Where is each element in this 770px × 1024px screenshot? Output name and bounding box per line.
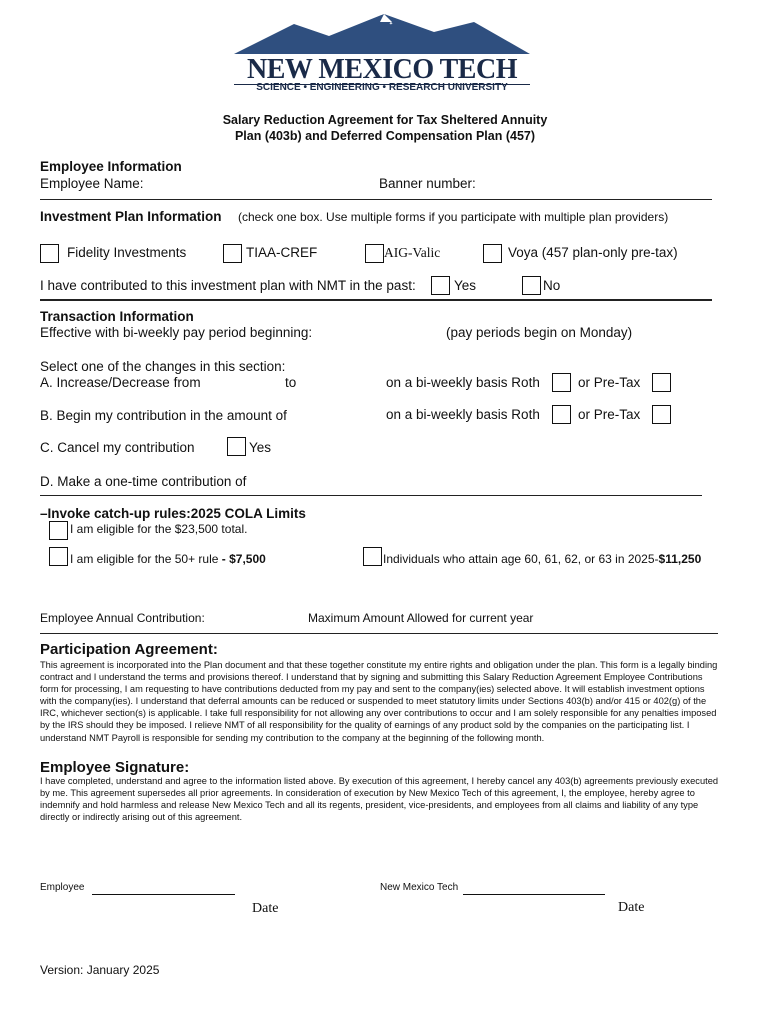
employee-date-label: Date bbox=[252, 901, 279, 916]
divider bbox=[40, 199, 712, 200]
svg-text:✦: ✦ bbox=[388, 22, 394, 27]
max-amount-label: Maximum Amount Allowed for current year bbox=[308, 611, 534, 625]
option-b-roth-checkbox[interactable] bbox=[552, 405, 571, 424]
tiaa-checkbox[interactable] bbox=[223, 244, 242, 263]
eligible-total-label: I am eligible for the $23,500 total. bbox=[70, 522, 248, 536]
voya-label: Voya (457 plan-only pre-tax) bbox=[508, 245, 678, 260]
banner-number-label: Banner number: bbox=[379, 176, 476, 191]
fidelity-checkbox[interactable] bbox=[40, 244, 59, 263]
transaction-heading: Transaction Information bbox=[40, 309, 194, 324]
employee-signature-line[interactable] bbox=[92, 882, 235, 895]
nmt-logo bbox=[234, 14, 530, 94]
participation-text: This agreement is incorporated into the Plan document and that these together constitute my entire rights and obligation under the plan. This form is a legally binding contract and I understand the terms and provisions thereof. I understand that by signing and submitting this Salary Reduction Agreement Employee Contributions form for processing, I am requesting to have contributions deducted from my pay and sent to the company(ies) selected above. It will establish investment options with the company(ies). I understand that deferral amounts can be reduced or suspended to meet statutory limits under Sections 403(b) and/or 415 or 402(g) of the IRC, whichever section(s) is applicable. I take full responsibility for not allowing any over contributions to occur and I am solely responsible for any penalties imposed by the IRS should they be imposed. I relieve NMT of all responsibility for the quality of earnings of any product sold by the companies on the participating list. I understand NMT Payroll is responsible for sending my contribution to the company at the beginning of the following month. bbox=[40, 660, 718, 743]
contributed-yes-label: Yes bbox=[454, 278, 477, 293]
nmt-signature-label: New Mexico Tech bbox=[380, 882, 459, 893]
aig-label: AIG-Valic bbox=[384, 245, 441, 260]
form-title-line1: Salary Reduction Agreement for Tax Sheltered Annuity bbox=[222, 113, 548, 127]
option-c-yes-label: Yes bbox=[249, 440, 272, 455]
option-a-to: to bbox=[285, 375, 297, 390]
version-label: Version: January 2025 bbox=[40, 963, 160, 977]
age-60-amount: $11,250 bbox=[658, 552, 702, 566]
effective-label: Effective with bi-weekly pay period beginning: bbox=[40, 325, 313, 340]
option-b-pretax-label: or Pre-Tax bbox=[578, 407, 641, 422]
employee-name-label: Employee Name: bbox=[40, 176, 144, 191]
option-c-yes-checkbox[interactable] bbox=[227, 437, 246, 456]
investment-heading: Investment Plan Information bbox=[40, 209, 222, 224]
age-60-text: Individuals who attain age 60, 61, 62, or 63 in 2025- bbox=[383, 552, 659, 566]
option-a-roth-checkbox[interactable] bbox=[552, 373, 571, 392]
contributed-no-checkbox[interactable] bbox=[522, 276, 541, 295]
logo-tagline: SCIENCE • ENGINEERING • RESEARCH UNIVERSITY bbox=[256, 82, 508, 93]
tiaa-label: TIAA-CREF bbox=[246, 245, 318, 260]
option-a-roth-label: on a bi-weekly basis Roth bbox=[386, 375, 540, 390]
voya-checkbox[interactable] bbox=[483, 244, 502, 263]
investment-instruction: (check one box. Use multiple forms if you participate with multiple plan providers) bbox=[238, 210, 669, 224]
signature-text: I have completed, understand and agree to the information listed above. By execution of this agreement, I hereby cancel any 403(b) agreements previously executed by me. This agreement supersedes all prior agreements. In consideration of execution by New Mexico Tech of this agreement, I, the employee, hereby agree to indemnify and hold harmless and release New Mexico Tech and all its regents, president, vice-presidents, and employees from all claims and liability of any type directly or indirectly arising out of this agreement. bbox=[40, 776, 719, 823]
contributed-no-label: No bbox=[543, 278, 561, 293]
eligible-total-checkbox[interactable] bbox=[49, 521, 68, 540]
nmt-date-label: Date bbox=[618, 900, 645, 915]
eligible-50-label bbox=[70, 552, 266, 566]
participation-heading: Participation Agreement: bbox=[40, 641, 218, 658]
divider bbox=[40, 633, 718, 634]
contributed-yes-checkbox[interactable] bbox=[431, 276, 450, 295]
age-60-label bbox=[383, 552, 701, 566]
option-a-pretax-checkbox[interactable] bbox=[652, 373, 671, 392]
nmt-signature-line[interactable] bbox=[463, 882, 605, 895]
eligible-50-amount: - $7,500 bbox=[221, 552, 266, 566]
divider bbox=[40, 495, 702, 496]
eligible-50-text: I am eligible for the 50+ rule bbox=[70, 552, 219, 566]
option-c-label: C. Cancel my contribution bbox=[40, 440, 195, 455]
eligible-50-checkbox[interactable] bbox=[49, 547, 68, 566]
employee-signature-label: Employee bbox=[40, 882, 85, 893]
employee-info-heading: Employee Information bbox=[40, 159, 182, 174]
option-a-label: A. Increase/Decrease from bbox=[40, 375, 201, 390]
option-b-label: B. Begin my contribution in the amount of bbox=[40, 408, 287, 423]
catchup-heading: –Invoke catch-up rules:2025 COLA Limits bbox=[40, 506, 306, 521]
divider bbox=[40, 299, 712, 301]
option-a-pretax-label: or Pre-Tax bbox=[578, 375, 641, 390]
aig-checkbox[interactable] bbox=[365, 244, 384, 263]
form-title-line2: Plan (403b) and Deferred Compensation Plan (457) bbox=[234, 129, 536, 143]
annual-contribution-label: Employee Annual Contribution: bbox=[40, 611, 205, 625]
option-d-label: D. Make a one-time contribution of bbox=[40, 474, 247, 489]
fidelity-label: Fidelity Investments bbox=[67, 245, 187, 260]
select-change-label: Select one of the changes in this section: bbox=[40, 359, 286, 374]
option-b-pretax-checkbox[interactable] bbox=[652, 405, 671, 424]
logo-name: NEW MEXICO TECH bbox=[247, 54, 517, 85]
age-60-checkbox[interactable] bbox=[363, 547, 382, 566]
catchup-heading-text: Invoke catch-up rules:2025 COLA Limits bbox=[47, 506, 306, 521]
contributed-question: I have contributed to this investment plan with NMT in the past: bbox=[40, 278, 416, 293]
option-b-roth-label: on a bi-weekly basis Roth bbox=[386, 407, 540, 422]
signature-heading: Employee Signature: bbox=[40, 759, 190, 776]
pay-period-note: (pay periods begin on Monday) bbox=[446, 325, 633, 340]
